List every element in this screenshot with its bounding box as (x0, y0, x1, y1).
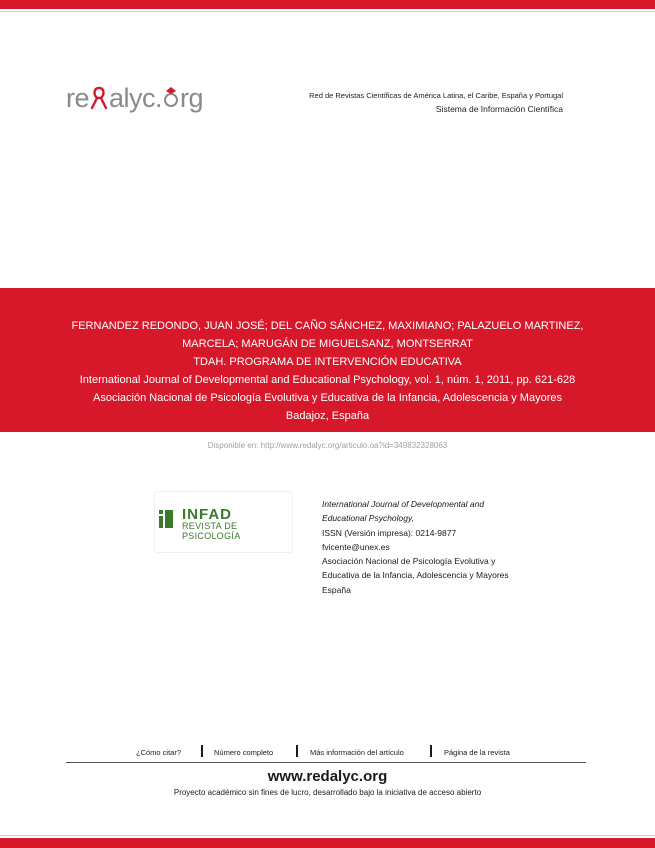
dove-o-icon (162, 85, 180, 111)
footer-link-full-issue[interactable]: Número completo (214, 748, 274, 757)
article-authors-line2: MARCELA; MARUGÁN DE MIGUELSANZ, MONTSERRAT (182, 338, 473, 350)
header-network-info (240, 91, 563, 114)
journal-email[interactable]: fvicente@unex.es (322, 541, 390, 552)
system-name: Sistema de Información Científica (435, 104, 563, 114)
journal-logo-subtitle: REVISTA DE PSICOLOGÍA (182, 521, 241, 541)
article-location: Badajoz, España (285, 410, 370, 422)
article-citation: International Journal of Developmental and Educational Psychology, vol. 1, núm. 1, 2011, pp. 621-628 (79, 374, 576, 386)
journal-issn: ISSN (Versión impresa): 0214-9877 (322, 527, 457, 538)
logo-text-end: rg (180, 82, 204, 113)
journal-name-line2: Educational Psychology, (322, 513, 414, 524)
logo-text-start: re (66, 82, 90, 113)
footer-separator (201, 745, 203, 757)
journal-details (322, 497, 552, 597)
article-banner (0, 288, 655, 432)
journal-logo-title: INFAD (182, 506, 232, 523)
awareness-ribbon-icon (89, 85, 109, 111)
article-authors-line1: FERNANDEZ REDONDO, JUAN JOSÉ; DEL CAÑO SÁNCHEZ, MAXIMIANO; PALAZUELO MARTINEZ, (71, 320, 584, 332)
top-red-bar (0, 0, 655, 9)
journal-country: España (322, 584, 351, 595)
network-name: Red de Revistas Científicas de América Latina, el Caribe, España y Portugal (309, 91, 563, 100)
journal-name-line1: International Journal of Developmental and (322, 499, 485, 509)
footer-link-more-info[interactable]: Más información del artículo (310, 748, 404, 757)
article-title: TDAH. PROGRAMA DE INTERVENCIÓN EDUCATIVA (193, 356, 462, 368)
article-publisher: Asociación Nacional de Psicología Evolutiva y Educativa de la Infancia, Adolescencia y Mayores (93, 392, 562, 404)
footer-separator (430, 745, 432, 757)
footer-separator (296, 745, 298, 757)
top-divider (0, 11, 655, 12)
journal-publisher-line1: Asociación Nacional de Psicología Evolutiva y (322, 556, 496, 567)
bottom-red-bar (0, 838, 655, 848)
footer-link-journal-page[interactable]: Página de la revista (444, 748, 510, 757)
logo-text-mid: alyc. (109, 82, 163, 113)
redalyc-logo[interactable] (66, 80, 203, 116)
footer-links (0, 745, 655, 759)
journal-publisher-line2: Educativa de la Infancia, Adolescencia y Mayores (322, 570, 509, 581)
footer-site-url[interactable]: www.redalyc.org (267, 768, 388, 785)
bottom-divider (0, 835, 655, 836)
infad-emblem-icon (159, 510, 173, 528)
footer-description: Proyecto académico sin fines de lucro, desarrollado bajo la iniciativa de acceso abierto (173, 788, 482, 797)
journal-logo[interactable] (154, 491, 293, 553)
availability-link[interactable]: Disponible en: http://www.redalyc.org/articulo.oa?id=349832328063 (207, 441, 448, 450)
footer-link-cite[interactable]: ¿Cómo citar? (136, 748, 182, 757)
footer-divider (66, 762, 586, 763)
